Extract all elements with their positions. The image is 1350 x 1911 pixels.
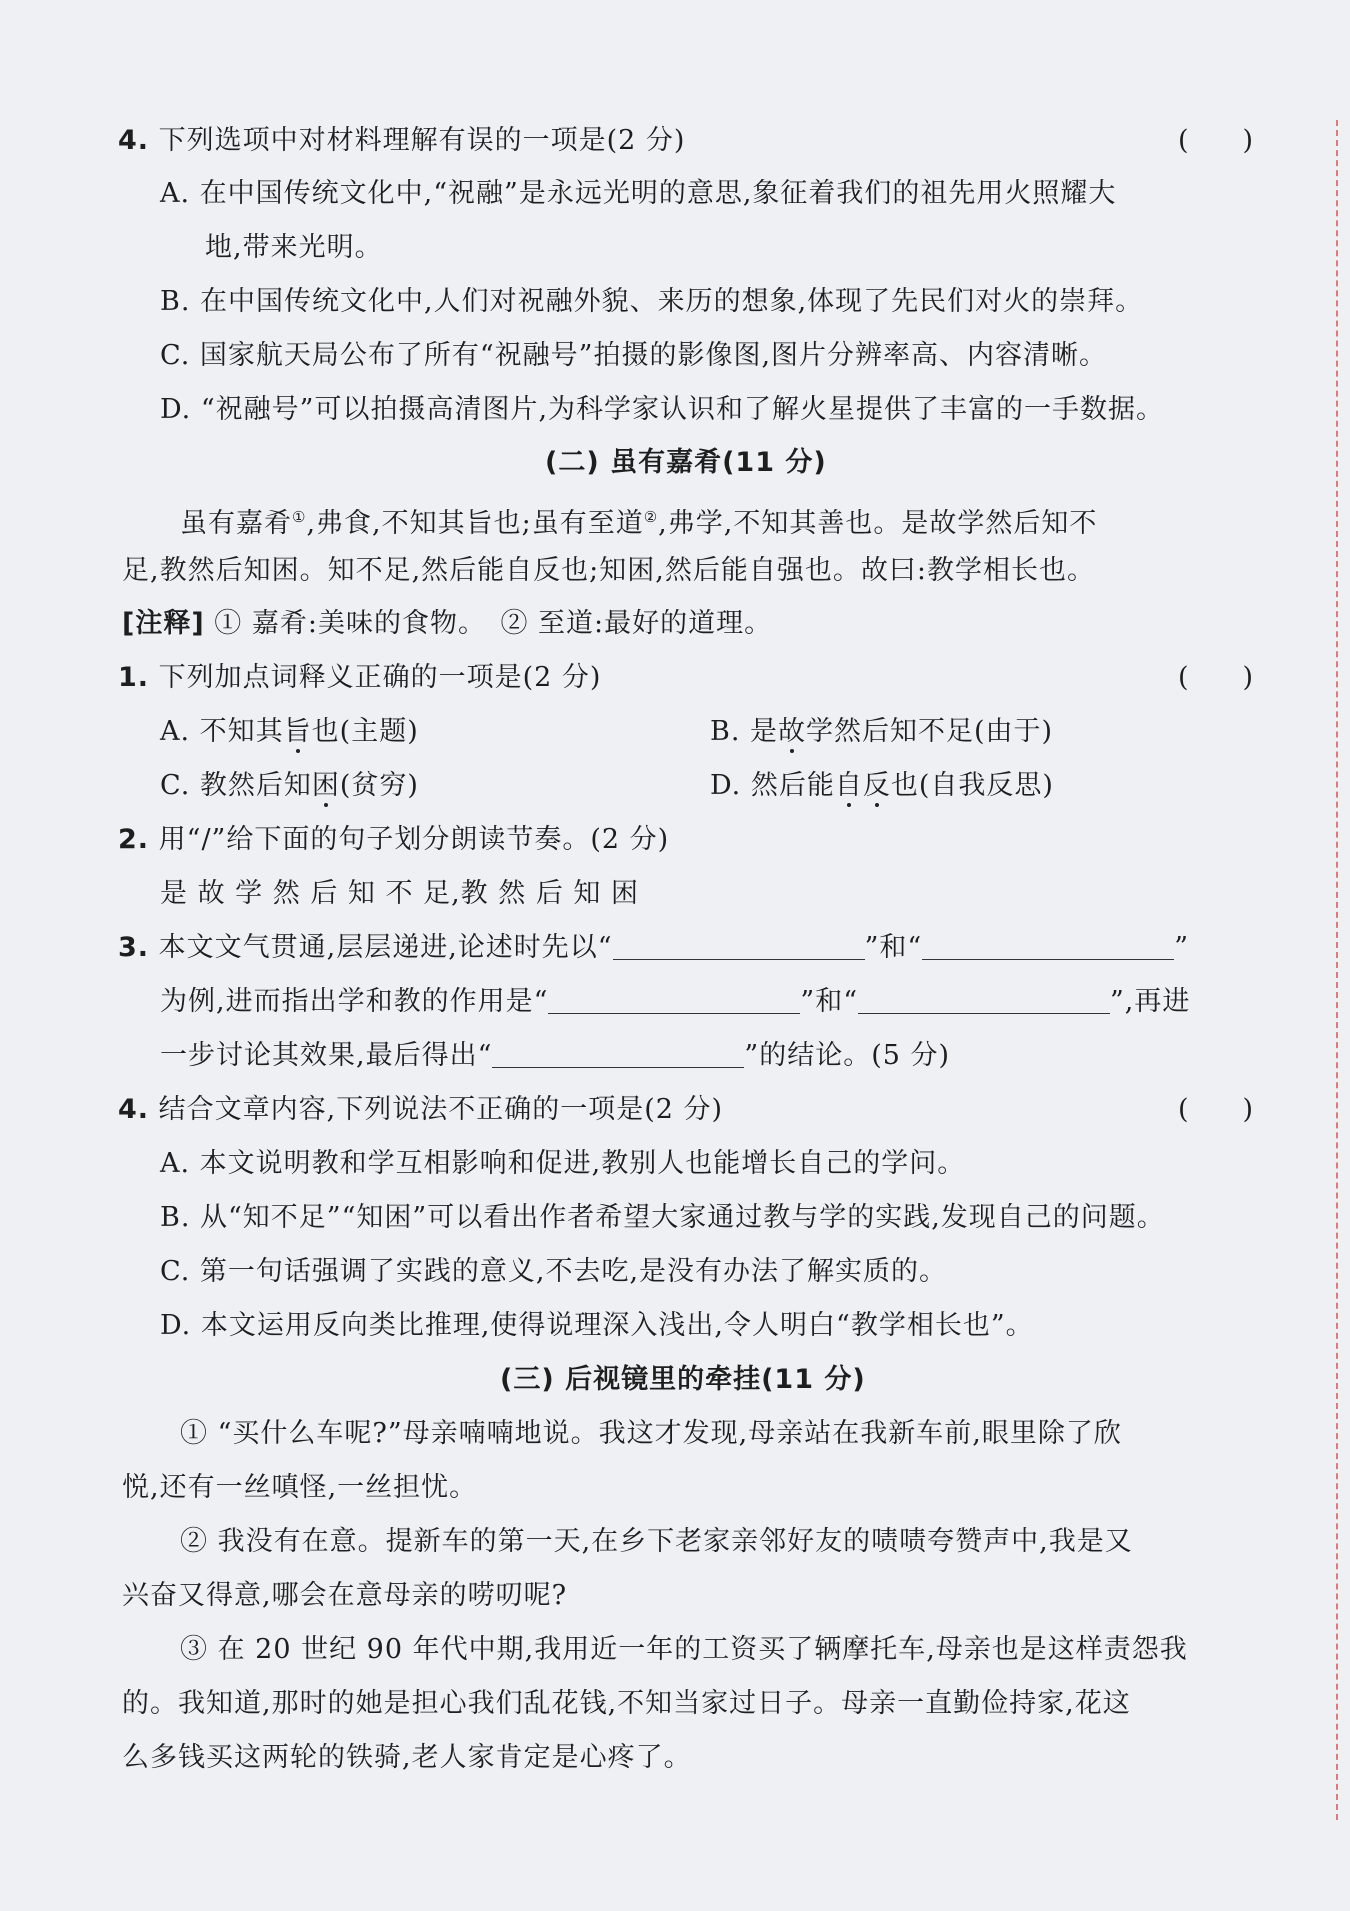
passage-line: ① “买什么车呢?”母亲喃喃地说。我这才发现,母亲站在我新车前,眼里除了欣 xyxy=(180,1418,1122,1449)
question-number: 4. xyxy=(118,1094,150,1125)
reading-sentence: 是 故 学 然 后 知 不 足,教 然 后 知 困 xyxy=(160,878,639,909)
question-text: 下列选项中对材料理解有误的一项是(2 分) xyxy=(158,125,686,156)
option-b: B. 从“知不足”“知困”可以看出作者希望大家通过教与学的实践,发现自己的问题。 xyxy=(160,1202,1165,1233)
question-text: ”的结论。(5 分) xyxy=(744,1040,951,1071)
passage-line: 么多钱买这两轮的铁骑,老人家肯定是心疼了。 xyxy=(122,1742,692,1773)
question-text: 本文文气贯通,层层递进,论述时先以“ xyxy=(158,932,613,963)
question-number: 1. xyxy=(118,662,150,693)
question-text: ”和“ xyxy=(800,986,858,1017)
option-text: 也(自我反思) xyxy=(890,770,1054,801)
option-text: B. 是 xyxy=(710,716,779,747)
question-3-line-1 xyxy=(118,928,1189,968)
question-text: ” xyxy=(1174,932,1190,963)
option-c xyxy=(160,766,419,806)
option-a: A. 本文说明教和学互相影响和促进,教别人也能增长自己的学问。 xyxy=(160,1148,966,1179)
option-b: B. 在中国传统文化中,人们对祝融外貌、来历的想象,体现了先民们对火的崇拜。 xyxy=(160,286,1144,317)
option-text: (贫穷) xyxy=(339,770,419,801)
answer-parentheses: ( ) xyxy=(1178,662,1254,693)
section-title: (二) 虽有嘉肴(11 分) xyxy=(545,447,827,478)
question-text: 结合文章内容,下列说法不正确的一项是(2 分) xyxy=(158,1094,724,1125)
question-1-stem xyxy=(118,658,601,698)
question-number: 2. xyxy=(118,824,150,855)
option-b xyxy=(710,712,1053,752)
passage-line: ② 我没有在意。提新车的第一天,在乡下老家亲邻好友的啧啧夸赞声中,我是又 xyxy=(180,1526,1133,1557)
option-d: D. “祝融号”可以拍摄高清图片,为科学家认识和了解火星提供了丰富的一手数据。 xyxy=(160,394,1165,425)
passage-line: 兴奋又得意,哪会在意母亲的唠叨呢? xyxy=(122,1580,568,1611)
option-d xyxy=(710,766,1054,806)
question-2-stem xyxy=(118,820,669,860)
answer-blank[interactable] xyxy=(613,931,865,960)
passage-text: ,弗学,不知其善也。是故学然后知不 xyxy=(658,508,1098,539)
question-text: ”和“ xyxy=(864,932,923,963)
option-text: A. 不知其 xyxy=(160,716,284,747)
option-text: D. 然后能 xyxy=(710,770,835,801)
option-text: 学然后知不足(由于) xyxy=(806,716,1054,747)
question-text: 一步讨论其效果,最后得出“ xyxy=(160,1040,493,1071)
passage-line: 悦,还有一丝嗔怪,一丝担忧。 xyxy=(122,1472,478,1503)
question-text: 用“/”给下面的句子划分朗读节奏。(2 分) xyxy=(158,824,670,855)
passage-text: 虽有嘉肴 xyxy=(180,508,292,539)
answer-blank[interactable] xyxy=(548,985,800,1014)
question-4-stem xyxy=(118,1090,723,1130)
annotation-text: ① 嘉肴:美味的食物。 ② 至道:最好的道理。 xyxy=(214,608,773,639)
footnote-mark: ① xyxy=(292,508,307,526)
dotted-word: 故 xyxy=(778,716,807,747)
question-3-line-3 xyxy=(160,1036,950,1076)
option-a-continued: 地,带来光明。 xyxy=(205,232,383,263)
question-number: 4. xyxy=(118,125,150,156)
passage-line: 的。我知道,那时的她是担心我们乱花钱,不知当家过日子。母亲一直勤俭持家,花这 xyxy=(122,1688,1131,1719)
question-text: ”,再进 xyxy=(1110,986,1191,1017)
option-c: C. 第一句话强调了实践的意义,不去吃,是没有办法了解实质的。 xyxy=(160,1256,948,1287)
section-title: (三) 后视镜里的牵挂(11 分) xyxy=(500,1364,866,1395)
passage-line xyxy=(180,497,1097,544)
option-a: A. 在中国传统文化中,“祝融”是永远光明的意思,象征着我们的祖先用火照耀大 xyxy=(160,178,1117,209)
passage-line: 足,教然后知困。知不足,然后能自反也;知困,然后能自强也。故曰:教学相长也。 xyxy=(122,555,1095,586)
question-text: 为例,进而指出学和教的作用是“ xyxy=(160,986,549,1017)
answer-blank[interactable] xyxy=(858,985,1110,1014)
dotted-word: 旨 xyxy=(283,716,312,747)
passage-text: ,弗食,不知其旨也;虽有至道 xyxy=(306,508,644,539)
question-text: 下列加点词释义正确的一项是(2 分) xyxy=(158,662,602,693)
option-text: 也(主题) xyxy=(311,716,419,747)
passage-line: ③ 在 20 世纪 90 年代中期,我用近一年的工资买了辆摩托车,母亲也是这样责怨我 xyxy=(180,1634,1188,1665)
answer-blank[interactable] xyxy=(922,931,1174,960)
dotted-word: 困 xyxy=(311,770,340,801)
option-d: D. 本文运用反向类比推理,使得说理深入浅出,令人明白“教学相长也”。 xyxy=(160,1310,1034,1341)
question-4-stem xyxy=(118,121,685,161)
annotation xyxy=(122,604,772,644)
annotation-label: [注释] xyxy=(122,608,205,639)
dotted-word: 反 xyxy=(862,770,891,801)
option-text: C. 教然后知 xyxy=(160,770,312,801)
dotted-word: 自 xyxy=(834,770,863,801)
question-3-line-2 xyxy=(160,982,1190,1022)
margin-dashed-rule xyxy=(1336,120,1338,1820)
answer-parentheses: ( ) xyxy=(1178,1094,1254,1125)
question-number: 3. xyxy=(118,932,150,963)
footnote-mark: ② xyxy=(643,508,659,526)
option-c: C. 国家航天局公布了所有“祝融号”拍摄的影像图,图片分辨率高、内容清晰。 xyxy=(160,340,1108,371)
answer-parentheses: ( ) xyxy=(1178,125,1254,156)
answer-blank[interactable] xyxy=(492,1039,744,1068)
option-a xyxy=(160,712,419,752)
